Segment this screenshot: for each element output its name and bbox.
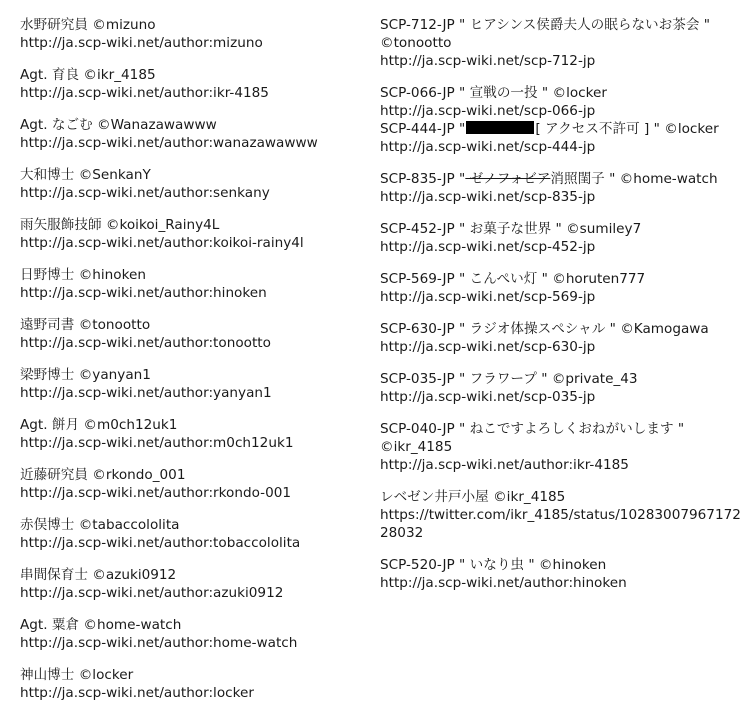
title-suffix: 消照閨子 " ©home-watch: [550, 171, 718, 187]
credit-title: SCP-040-JP " ねこですよろしくおねがいします ": [380, 421, 685, 437]
credit-url: https://twitter.com/ikr_4185/status/1028300796717228032: [380, 507, 741, 541]
credit-name: 日野博士 ©hinoken: [20, 267, 146, 283]
credit-url: http://ja.scp-wiki.net/author:locker: [20, 685, 254, 701]
credit-entry-leveson: [380, 488, 742, 542]
credit-title: SCP-035-JP " フラワープ " ©private_43: [380, 371, 638, 387]
credit-title: [380, 120, 742, 138]
credit-url: http://ja.scp-wiki.net/scp-569-jp: [380, 289, 596, 305]
credit-url: http://ja.scp-wiki.net/author:azuki0912: [20, 585, 284, 601]
credit-name: Agt. 粟倉 ©home-watch: [20, 617, 182, 633]
credit-url: http://ja.scp-wiki.net/author:home-watch: [20, 635, 298, 651]
credit-url: http://ja.scp-wiki.net/author:mizuno: [20, 35, 263, 51]
credit-entry-scp-035-jp: [380, 370, 742, 406]
credit-name: Agt. 育良 ©ikr_4185: [20, 67, 156, 83]
credit-name: 串間保育士 ©azuki0912: [20, 567, 177, 583]
credit-title: SCP-712-JP " ヒアシンス侯爵夫人の眠らないお茶会 ": [380, 17, 711, 33]
credit-url: http://ja.scp-wiki.net/author:koikoi-rainy4l: [20, 235, 304, 251]
credit-name: 梁野博士 ©yanyan1: [20, 367, 151, 383]
credit-entry: [20, 366, 365, 402]
credit-name: Agt. なごむ ©Wanazawawww: [20, 117, 217, 133]
credit-name: Agt. 餅月 ©m0ch12uk1: [20, 417, 178, 433]
struck-text: ゼノフォビア: [465, 171, 551, 187]
credit-entry: [20, 216, 365, 252]
credit-author: ©ikr_4185: [380, 439, 453, 455]
credit-entry-scp-040-jp: [380, 420, 742, 474]
credit-entry: [20, 316, 365, 352]
credit-name: 遠野司書 ©tonootto: [20, 317, 151, 333]
credit-name: 赤俣博士 ©tabaccololita: [20, 517, 180, 533]
credit-title: SCP-452-JP " お菓子な世界 " ©sumiley7: [380, 221, 642, 237]
credit-url: http://ja.scp-wiki.net/author:hinoken: [20, 285, 267, 301]
title-prefix: SCP-835-JP ": [380, 171, 466, 187]
credit-entry: [20, 566, 365, 602]
credit-name: 水野研究員 ©mizuno: [20, 17, 156, 33]
credit-name: 近藤研究員 ©rkondo_001: [20, 467, 186, 483]
credit-entry: [20, 416, 365, 452]
credit-entry-scp-066-jp: [380, 84, 742, 120]
credit-entry: [20, 266, 365, 302]
credit-entry-scp-452-jp: [380, 220, 742, 256]
credit-url: http://ja.scp-wiki.net/scp-444-jp: [380, 139, 596, 155]
credit-url: http://ja.scp-wiki.net/scp-035-jp: [380, 389, 596, 405]
credits-right-column: [380, 16, 742, 606]
credit-url: http://ja.scp-wiki.net/author:m0ch12uk1: [20, 435, 294, 451]
credit-entry-scp-835-jp: [380, 170, 742, 206]
credit-url: http://ja.scp-wiki.net/author:hinoken: [380, 575, 627, 591]
credit-title: レベゼン井戸小屋 ©ikr_4185: [380, 489, 566, 505]
credit-url: http://ja.scp-wiki.net/scp-835-jp: [380, 189, 596, 205]
credit-entry: [20, 116, 365, 152]
credit-url: http://ja.scp-wiki.net/author:wanazawawww: [20, 135, 318, 151]
credit-name: 大和博士 ©SenkanY: [20, 167, 151, 183]
credit-entry: [20, 466, 365, 502]
credit-title: SCP-630-JP " ラジオ体操スペシャル " ©Kamogawa: [380, 321, 709, 337]
credit-entry-scp-520-jp: [380, 556, 742, 592]
credit-url: http://ja.scp-wiki.net/author:tobaccololita: [20, 535, 301, 551]
credit-url: http://ja.scp-wiki.net/author:ikr-4185: [20, 85, 269, 101]
credit-entry-scp-630-jp: [380, 320, 742, 356]
credit-entry: [20, 516, 365, 552]
credit-name: 雨矢服飾技師 ©koikoi_Rainy4L: [20, 217, 220, 233]
credit-entry: [20, 16, 365, 52]
credit-entry-scp-712-jp: [380, 16, 742, 70]
credit-url: http://ja.scp-wiki.net/scp-712-jp: [380, 53, 596, 69]
credit-url: http://ja.scp-wiki.net/scp-630-jp: [380, 339, 596, 355]
credit-title: SCP-066-JP " 宣戦の一投 " ©locker: [380, 85, 607, 101]
credit-url: http://ja.scp-wiki.net/author:yanyan1: [20, 385, 272, 401]
credit-title: [380, 170, 742, 188]
credit-name: 神山博士 ©locker: [20, 667, 134, 683]
credit-entry-scp-569-jp: [380, 270, 742, 306]
credit-url: http://ja.scp-wiki.net/author:senkany: [20, 185, 270, 201]
credit-url: http://ja.scp-wiki.net/author:rkondo-001: [20, 485, 292, 501]
credit-title: SCP-520-JP " いなり虫 " ©hinoken: [380, 557, 607, 573]
credit-url: http://ja.scp-wiki.net/scp-452-jp: [380, 239, 596, 255]
credit-author: ©tonootto: [380, 35, 452, 51]
credit-url: http://ja.scp-wiki.net/scp-066-jp: [380, 103, 596, 119]
redaction-bar: [466, 121, 534, 134]
credit-entry: [20, 666, 365, 702]
credit-entry: [20, 616, 365, 652]
credits-left-column: [20, 16, 365, 716]
credit-entry: [20, 66, 365, 102]
credit-url: http://ja.scp-wiki.net/author:ikr-4185: [380, 457, 629, 473]
credit-url: http://ja.scp-wiki.net/author:tonootto: [20, 335, 271, 351]
title-suffix: [ アクセス不許可 ] " ©locker: [535, 121, 719, 137]
credit-title: SCP-569-JP " こんぺい灯 " ©horuten777: [380, 271, 646, 287]
title-prefix: SCP-444-JP ": [380, 121, 466, 137]
credit-entry-scp-444-jp: [380, 120, 742, 156]
credit-entry: [20, 166, 365, 202]
